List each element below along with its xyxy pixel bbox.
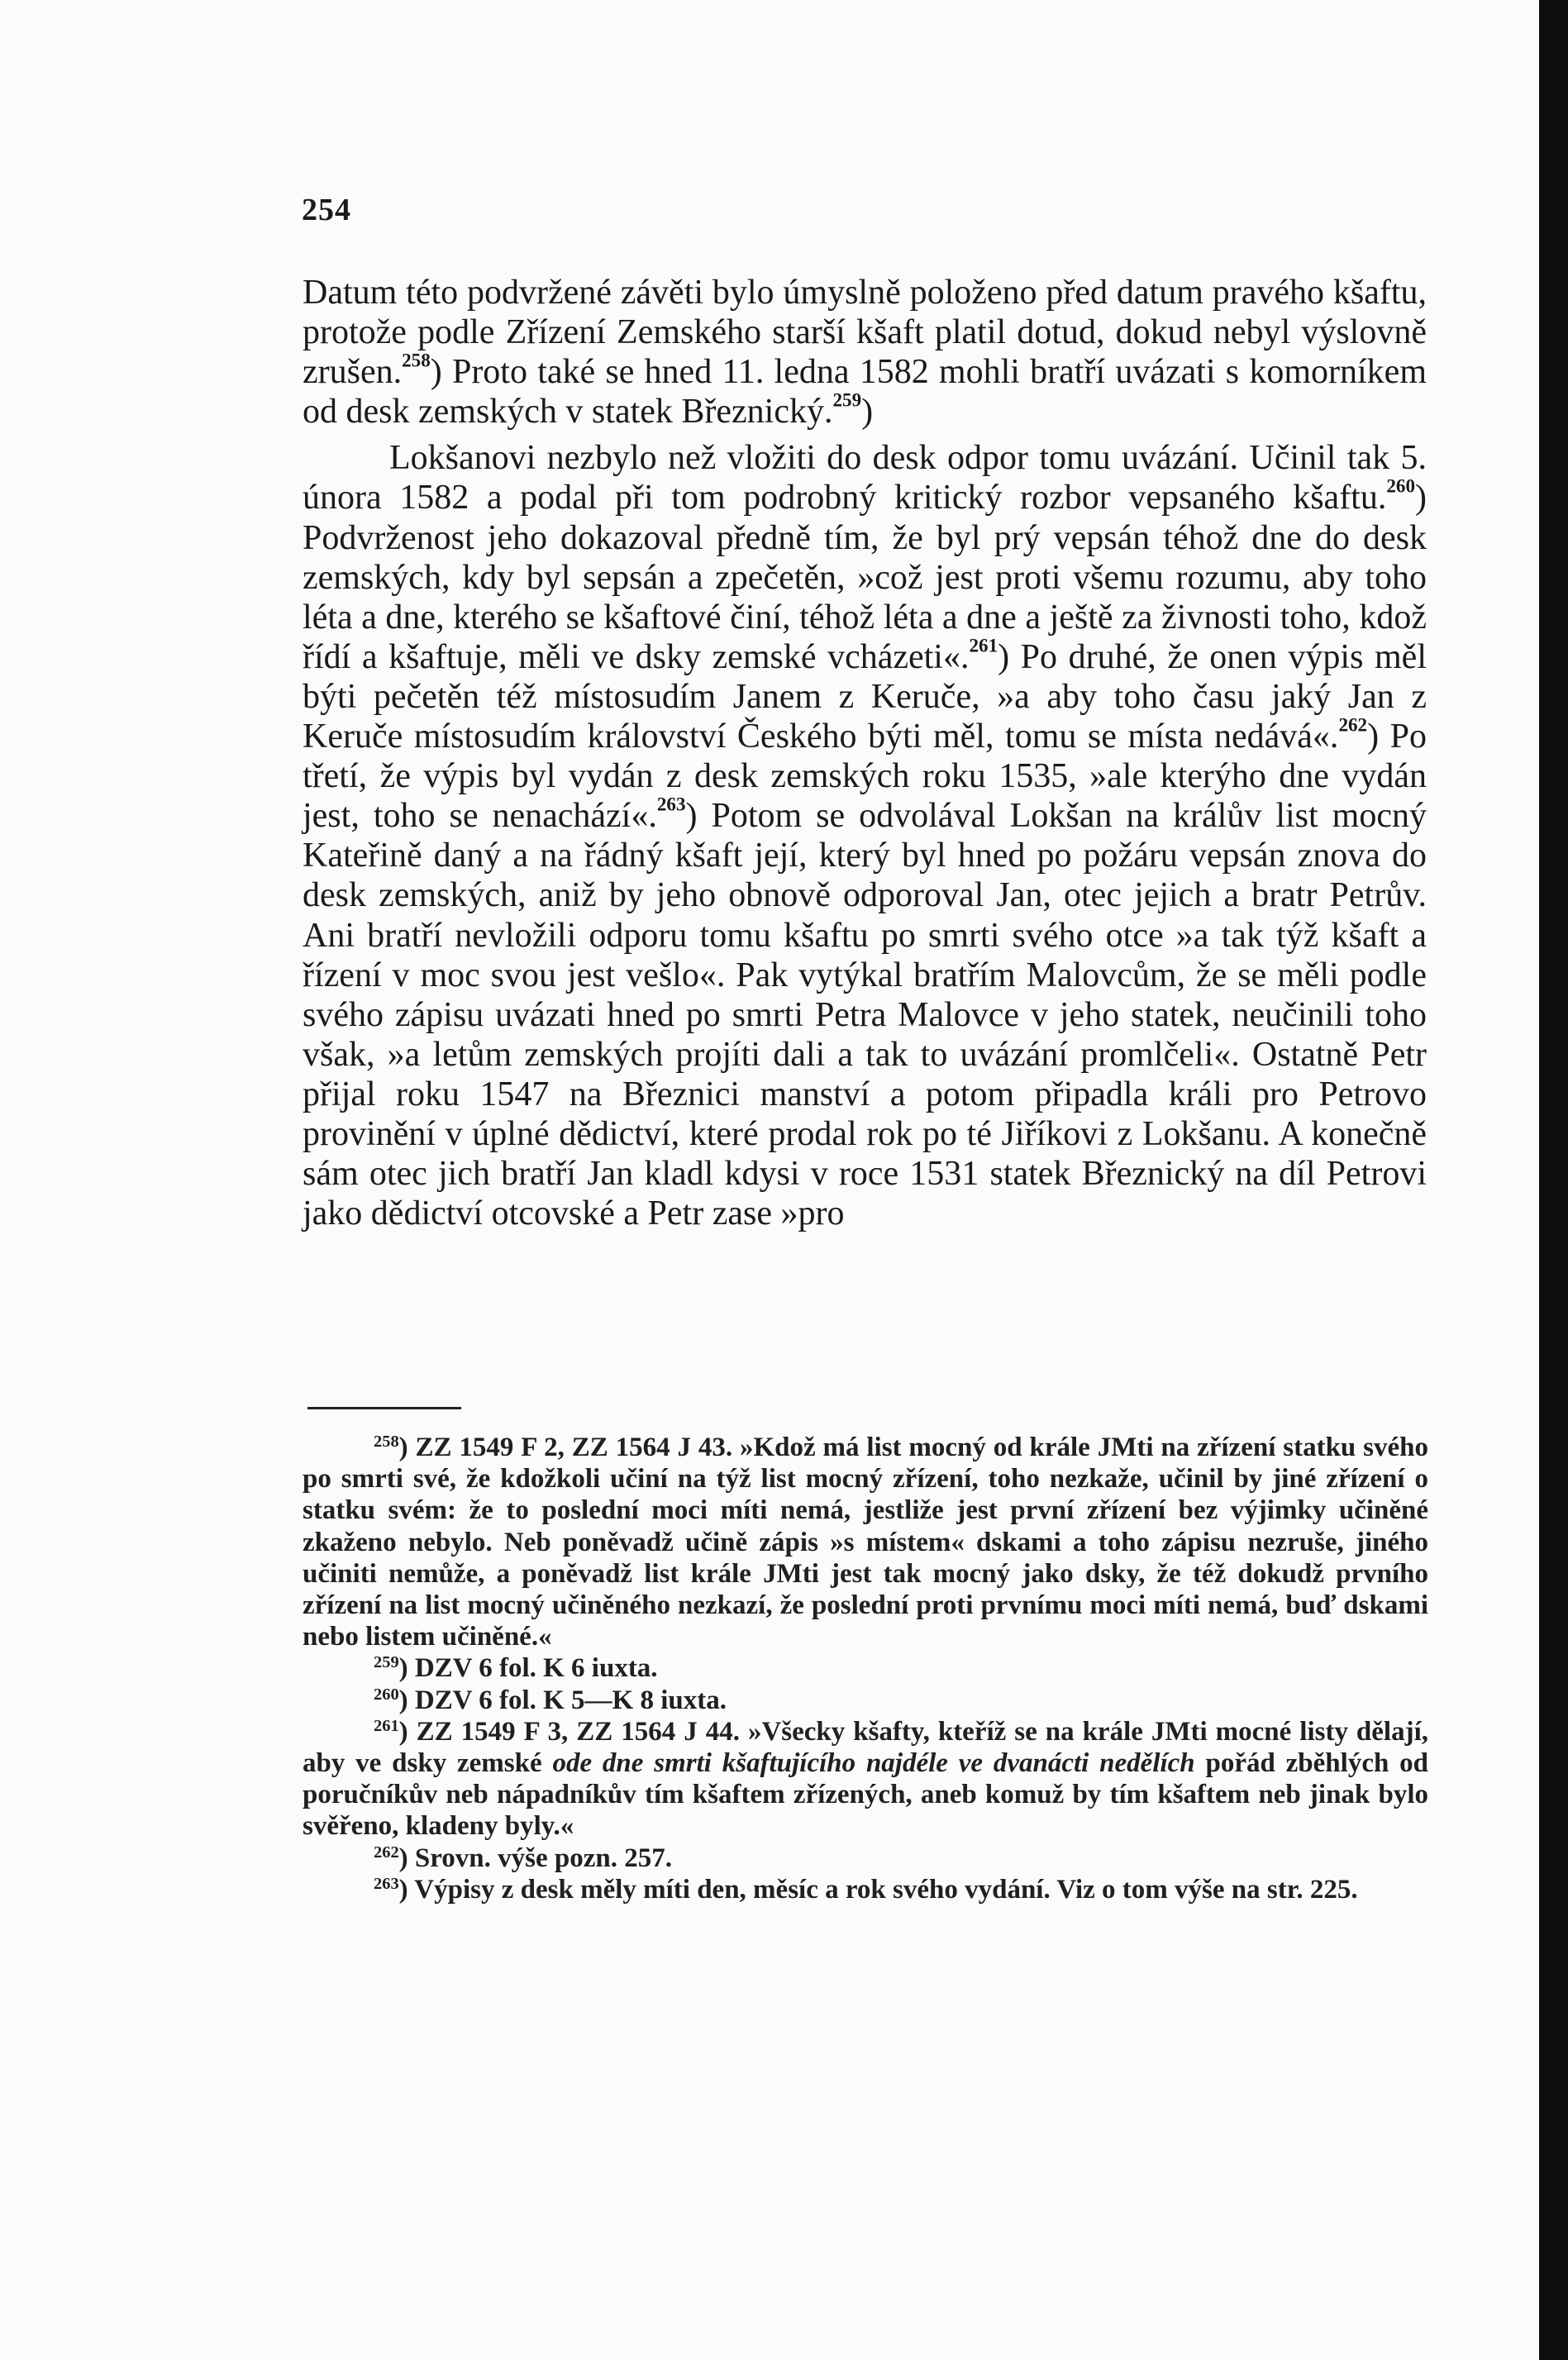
footnote-258 <box>303 1432 1428 1652</box>
note-ref-263: 263 <box>656 793 686 815</box>
footnote-text: ) ZZ 1549 F 2, ZZ 1564 J 43. »Kdož má list mocný od krále JMti na zřízení statku svého po smrti své, že kdožkoli učiní na týž list mocný zřízení, toho nezkaže, učinil by jiné zřízení o statku svém: že to poslední moci míti nemá, jestliže jest první zřízení bez výjimky učiněné zkaženo nebylo. Neb poněvadž učině zápis »s místem« dskami a toho zápisu nezruše, jiného učiniti nemůže, a poněvadž list krále JMti jest tak mocný jako dsky, že též dokudž prvního zřízení na list mocný učiněného nezkazí, že poslední proti prvnímu moci míti nemá, buď dskami nebo listem učiněné.« <box>303 1433 1428 1652</box>
footnote-text: ) ZZ 1549 F 3, ZZ 1564 J 44. »Všecky kšafty, kteříž se na krále JMti mocné listy dělají, aby ve dsky zemské <box>303 1716 1428 1779</box>
paragraph-2-text-5: ) Potom se odvolával Lokšan na králův list mocný Kateřině daný a na řádný kšaft její, který byl hned po požáru vepsán znova do desk zemských, aniž by jeho obnově odporoval Jan, otec jejich a bratr Petrův. Ani bratří nevložili odporu tomu kšaftu po smrti svého otce »a tak týž kšaft a řízení v moc svou jest vešlo«. Pak vytýkal bratřím Malovcům, že se měli podle svého zápisu uvázati hned po smrti Petra Malovce v jeho statek, neučinili toho však, »a letům zemských projíti dali a tak to uvázání promlčeli«. Ostatně Petr přijal roku 1547 na Březnici manství a potom připadla králi pro Petrovo provinění v úplné dědictví, které prodal rok po té Jiříkovi z Lokšanu. A konečně sám otec jich bratří Jan kladl kdysi v roce 1531 statek Březnický na díl Petrovi jako dědictví otcovské a Petr zase »pro <box>303 797 1427 1233</box>
footnote-mark: 263 <box>374 1874 399 1893</box>
note-ref-259: 259 <box>832 389 862 411</box>
note-ref-260: 260 <box>1386 474 1415 497</box>
main-text <box>303 273 1427 1233</box>
paragraph-2 <box>303 438 1427 1233</box>
note-ref-262: 262 <box>1338 713 1368 736</box>
footnote-261 <box>303 1716 1428 1843</box>
note-ref-261: 261 <box>969 634 998 656</box>
footnote-text-end: pořád zběhlých od poručníkův neb nápadníkův tím kšaftem zřízených, aneb komuž by tím kšaftem neb jinak bylo svěřeno, kladeny byly.« <box>303 1748 1428 1842</box>
paragraph-2-text-3: ) Po druhé, že onen výpis měl býti pečetěn též místosudím Janem z Keruče, »a aby toho času jaký Jan z Keruče místosudím království Českého býti měl, tomu se místa nedává«. <box>303 637 1427 756</box>
page-number: 254 <box>302 193 351 227</box>
footnote-262 <box>303 1843 1428 1874</box>
footnote-divider <box>307 1407 461 1409</box>
paragraph-1-text-2: ) Proto také se hned 11. ledna 1582 mohli bratří uvázati s komorníkem od desk zemských v statek Březnický. <box>303 353 1427 431</box>
note-ref-258: 258 <box>402 349 431 371</box>
paragraph-1-text-3: ) <box>861 393 874 431</box>
footnote-mark: 261 <box>374 1716 399 1735</box>
footnote-text: ) DZV 6 fol. K 6 iuxta. <box>398 1653 658 1684</box>
footnote-emphasis: ode dne smrti kšaftujícího najdéle ve dvanácti nedělích <box>552 1748 1195 1779</box>
paragraph-1-text-1: Datum této podvržené závěti bylo úmyslně položeno před datum pravého kšaftu, protože podle Zřízení Zemského starší kšaft platil dotud, dokud nebyl výslovně zrušen. <box>303 274 1427 392</box>
paragraph-2-text-2: ) Podvrženost jeho dokazoval předně tím, že byl prý vepsán téhož dne do desk zemských, kdy byl sepsán a zpečetěn, »což jest proti všemu rozumu, aby toho léta a dne, kterého se kšaftové činí, téhož léta a dne a ještě za živnosti toho, kdož řídí a kšaftuje, měli ve dsky zemské vcházeti«. <box>303 479 1427 676</box>
footnote-mark: 259 <box>374 1653 399 1672</box>
footnote-text: ) Výpisy z desk měly míti den, měsíc a rok svého vydání. Viz o tom výše na str. 225. <box>398 1874 1358 1905</box>
paragraph-1 <box>303 273 1427 431</box>
footnote-mark: 260 <box>374 1685 399 1704</box>
paragraph-2-text-4: ) Po třetí, že výpis byl vydán z desk zemských roku 1535, »ale kterýho dne vydán jest, toho se nenachází«. <box>303 718 1427 836</box>
footnote-263 <box>303 1874 1428 1905</box>
footnote-text: ) DZV 6 fol. K 5—K 8 iuxta. <box>398 1685 727 1715</box>
page-edge-shadow <box>1539 0 1568 2360</box>
footnote-text: ) Srovn. výše pozn. 257. <box>398 1843 672 1873</box>
footnote-mark: 258 <box>374 1432 399 1451</box>
footnote-260 <box>303 1685 1428 1716</box>
footnote-mark: 262 <box>374 1843 399 1862</box>
footnotes <box>303 1432 1428 1905</box>
paragraph-2-text-1: Lokšanovi nezbylo než vložiti do desk odpor tomu uvázání. Učinil tak 5. února 1582 a podal při tom podrobný kritický rozbor vepsaného kšaftu. <box>303 439 1427 517</box>
footnote-259 <box>303 1652 1428 1684</box>
